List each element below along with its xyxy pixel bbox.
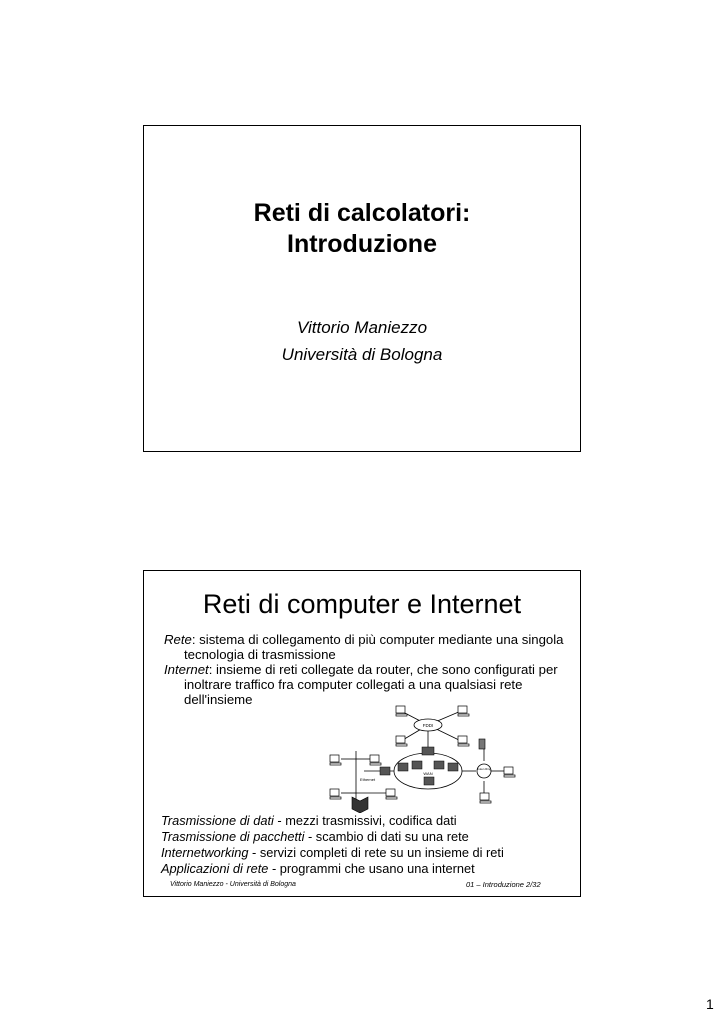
server-icon bbox=[479, 739, 485, 749]
topic-text: - mezzi trasmissivi, codifica dati bbox=[273, 813, 457, 828]
slide-footer-author: Vittorio Maniezzo - Università di Bologna bbox=[170, 881, 296, 888]
definition-text: : insieme di reti collegate da router, che sono configurati per inoltrare traffico fra computer collegati a una qualsiasi rete dell'insieme bbox=[184, 662, 558, 707]
page-number: 1 bbox=[706, 996, 714, 1012]
topic-item bbox=[161, 861, 576, 877]
computer-icon bbox=[330, 755, 341, 765]
title-line-1: Reti di calcolatori: bbox=[253, 199, 471, 227]
router-icon bbox=[412, 761, 422, 769]
router-icon bbox=[398, 763, 408, 771]
topic-item bbox=[161, 845, 576, 861]
slide-title-page bbox=[143, 125, 581, 452]
computer-icon bbox=[480, 793, 491, 803]
router-icon bbox=[434, 761, 444, 769]
wan-label: WAN bbox=[423, 771, 433, 776]
topic-term: Applicazioni di rete bbox=[161, 861, 269, 876]
definition-term: Rete bbox=[164, 632, 192, 647]
slide-footer-number: 01 – Introduzione 2/32 bbox=[466, 880, 541, 889]
topics-list bbox=[161, 813, 576, 877]
topic-text: - programmi che usano una internet bbox=[268, 861, 475, 876]
computer-icon bbox=[330, 789, 341, 799]
router-icon bbox=[424, 777, 434, 785]
author-block bbox=[144, 314, 580, 368]
topic-item bbox=[161, 829, 576, 845]
topic-item bbox=[161, 813, 576, 829]
author-affiliation: Università di Bologna bbox=[281, 345, 443, 364]
definition-term: Internet bbox=[164, 662, 209, 677]
topic-term: Internetworking bbox=[161, 845, 249, 860]
definition-item bbox=[164, 632, 564, 662]
ethernet-label: Ethernet bbox=[360, 777, 376, 782]
computer-icon bbox=[458, 736, 469, 746]
computer-icon bbox=[396, 736, 407, 746]
author-name: Vittorio Maniezzo bbox=[296, 318, 428, 337]
title-line-2: Introduzione bbox=[287, 230, 437, 258]
computer-icon bbox=[386, 789, 397, 799]
router-icon bbox=[380, 767, 390, 775]
computer-icon bbox=[370, 755, 381, 765]
computer-icon bbox=[504, 767, 515, 777]
slide-title bbox=[144, 198, 580, 260]
topic-text: - scambio di dati su una rete bbox=[304, 829, 469, 844]
definitions-list bbox=[164, 632, 564, 707]
storage-icon bbox=[352, 797, 368, 813]
network-diagram bbox=[316, 701, 531, 813]
token-ring-label: Token Ring bbox=[477, 767, 491, 771]
topic-term: Trasmissione di dati bbox=[161, 813, 274, 828]
router-icon bbox=[422, 747, 434, 755]
computer-icon bbox=[396, 706, 407, 716]
topic-term: Trasmissione di pacchetti bbox=[161, 829, 305, 844]
router-icons bbox=[380, 747, 458, 785]
slide-title: Reti di computer e Internet bbox=[202, 589, 522, 619]
topic-text: - servizi completi di rete su un insieme di reti bbox=[248, 845, 504, 860]
slide-networks bbox=[143, 570, 581, 897]
definition-text: : sistema di collegamento di più computer mediante una singola tecnologia di trasmissione bbox=[184, 632, 564, 662]
fddi-label: FDDI bbox=[422, 723, 434, 728]
computer-icon bbox=[458, 706, 469, 716]
router-icon bbox=[448, 763, 458, 771]
